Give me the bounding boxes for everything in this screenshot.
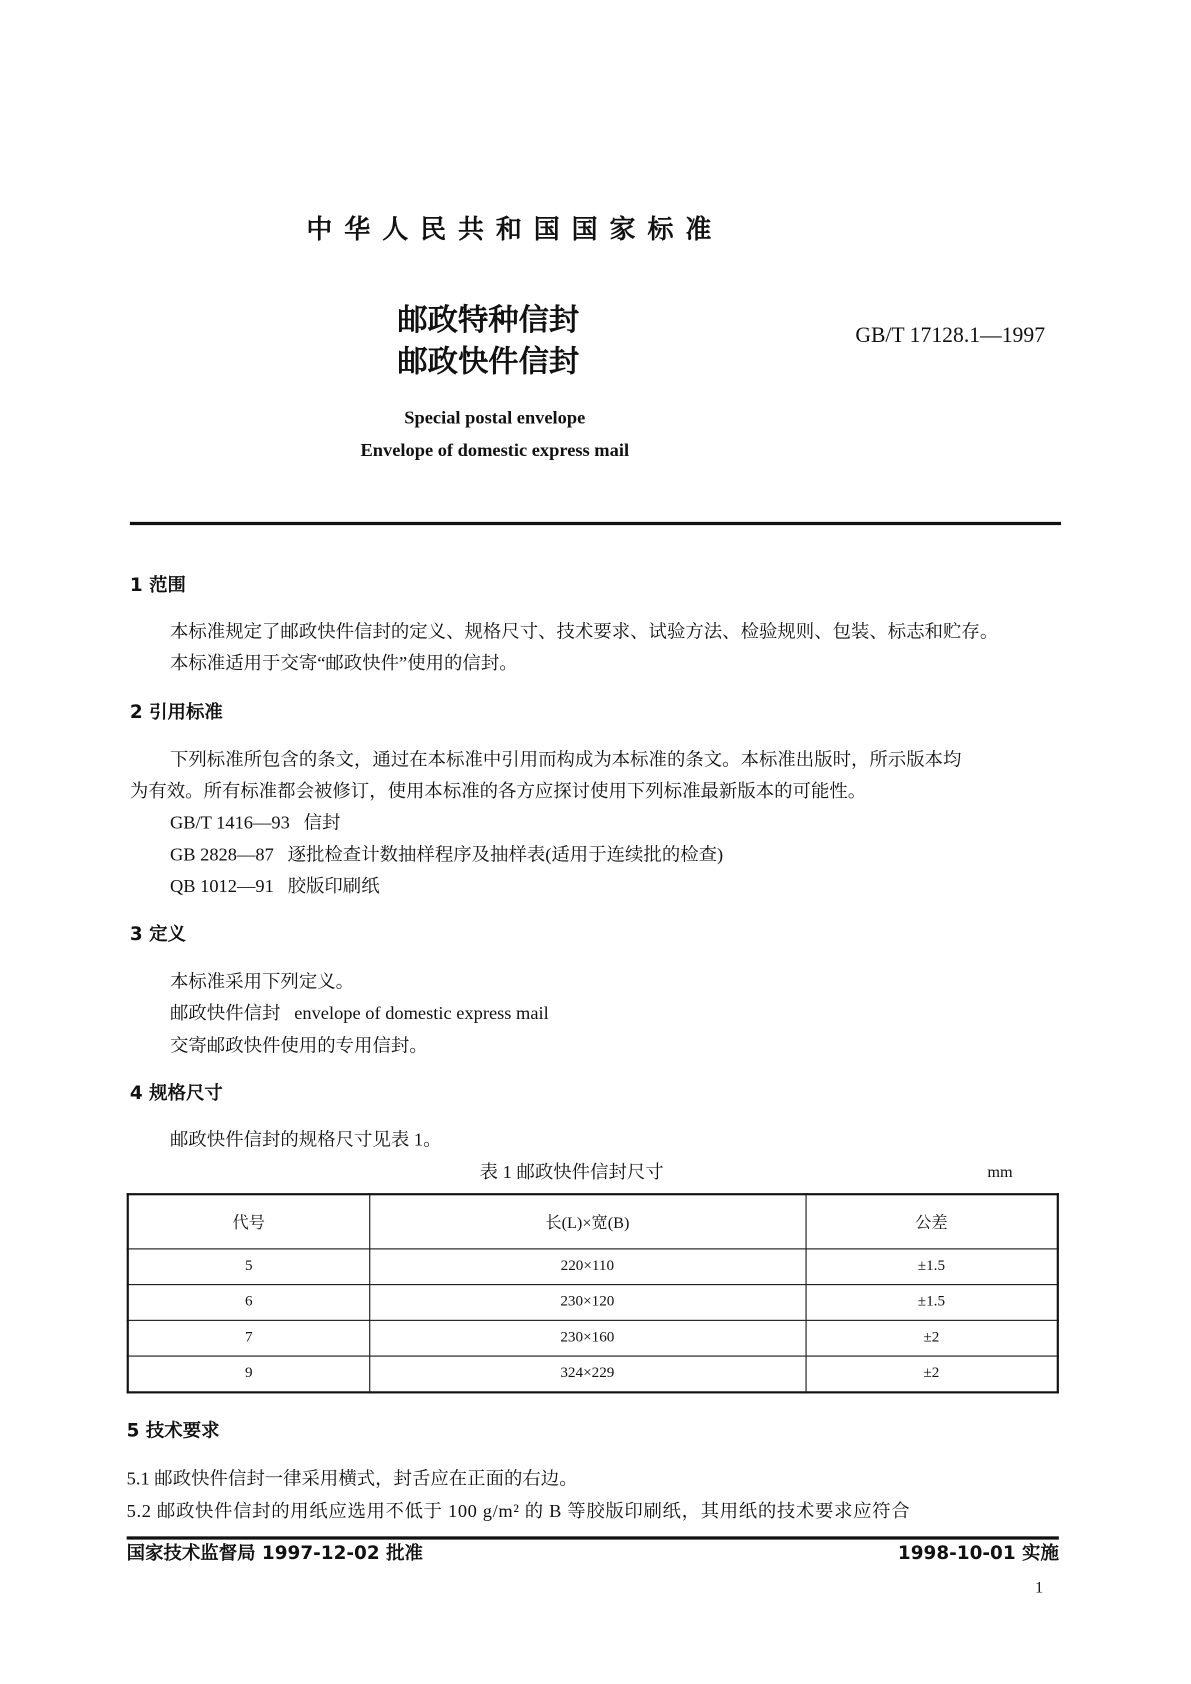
reference-item [170,846,723,864]
header-code: 代号 [128,1194,369,1249]
reference-code: QB 1012—91 [169,875,274,897]
section-1-para: 本标准适用于交寄“邮政快件”使用的信封。 [169,652,518,674]
clause-5-2: 5.2 邮政快件信封的用纸应选用不低于 100 g/m² 的 B 等胶版印刷纸，其用纸的技术要求应符合 [126,1500,911,1522]
table-row [128,1249,1058,1285]
cell-size: 324×229 [369,1356,805,1392]
effective-date: 1998-10-01 实施 [897,1542,1059,1565]
section-2-para: 为有效。所有标准都会被修订，使用本标准的各方应探讨使用下列标准最新版本的可能性。 [129,780,867,802]
reference-code: GB 2828—87 [169,844,274,866]
title-cn-line2: 邮政快件信封 [397,343,580,379]
table-row [128,1356,1058,1392]
footer-rule [127,1536,1059,1539]
reference-name: 逐批检查计数抽样程序及抽样表(适用于连续批的检查) [287,844,724,866]
page-number: 1 [1035,1579,1044,1597]
section-1-heading: 1 范围 [129,574,186,597]
header-size: 长(L)×宽(B) [369,1194,805,1249]
cell-code: 5 [128,1249,369,1285]
header-rule [130,522,1061,525]
cell-tolerance: ±1.5 [806,1249,1058,1285]
section-3-para: 本标准采用下列定义。 [169,971,355,992]
title-en-line2: Envelope of domestic express mail [360,439,630,461]
section-1-para: 本标准规定了邮政快件信封的定义、规格尺寸、技术要求、试验方法、检验规则、包装、标志和贮存。 [169,621,999,643]
section-3-heading: 3 定义 [129,923,186,946]
cell-code: 9 [128,1356,369,1392]
table-row [128,1320,1058,1356]
national-standard-heading: 中华人民共和国国家标准 [306,214,724,245]
table-row [128,1285,1058,1321]
title-en-line1: Special postal envelope [404,407,586,428]
title-cn-line1: 邮政特种信封 [397,302,580,338]
section-4-para: 邮政快件信封的规格尺寸见表 1。 [169,1129,442,1150]
cell-size: 230×120 [369,1285,805,1321]
reference-item [170,813,340,831]
header-tolerance: 公差 [806,1194,1058,1249]
cell-tolerance: ±1.5 [806,1285,1058,1321]
section-5-heading: 5 技术要求 [126,1420,220,1443]
cell-tolerance: ±2 [806,1320,1058,1356]
cell-tolerance: ±2 [806,1356,1058,1392]
table-header-row [128,1194,1058,1249]
clause-5-1: 5.1 邮政快件信封一律采用横式，封舌应在正面的右边。 [126,1468,578,1489]
section-4-heading: 4 规格尺寸 [129,1082,223,1105]
term-cn: 邮政快件信封 [169,1002,281,1024]
section-2-para: 下列标准所包含的条文，通过在本标准中引用而构成为本标准的条文。本标准出版时，所示版本均 [169,749,962,770]
definition-term [170,1004,549,1022]
cell-code: 7 [128,1320,369,1356]
dimensions-table [127,1193,1059,1393]
standard-code: GB/T 17128.1—1997 [855,323,1046,348]
approval-date: 国家技术监督局 1997-12-02 批准 [126,1542,423,1565]
section-3-para: 交寄邮政快件使用的专用信封。 [169,1035,428,1056]
reference-name: 胶版印刷纸 [287,875,380,897]
section-2-heading: 2 引用标准 [129,701,223,724]
reference-code: GB/T 1416—93 [169,812,290,833]
cell-code: 6 [128,1285,369,1321]
table-unit: mm [987,1163,1013,1182]
table-caption: 表 1 邮政快件信封尺寸 [479,1161,664,1183]
term-en: envelope of domestic express mail [294,1002,549,1024]
reference-name: 信封 [303,812,341,833]
reference-item [170,877,380,895]
cell-size: 220×110 [369,1249,805,1285]
cell-size: 230×160 [369,1320,805,1356]
